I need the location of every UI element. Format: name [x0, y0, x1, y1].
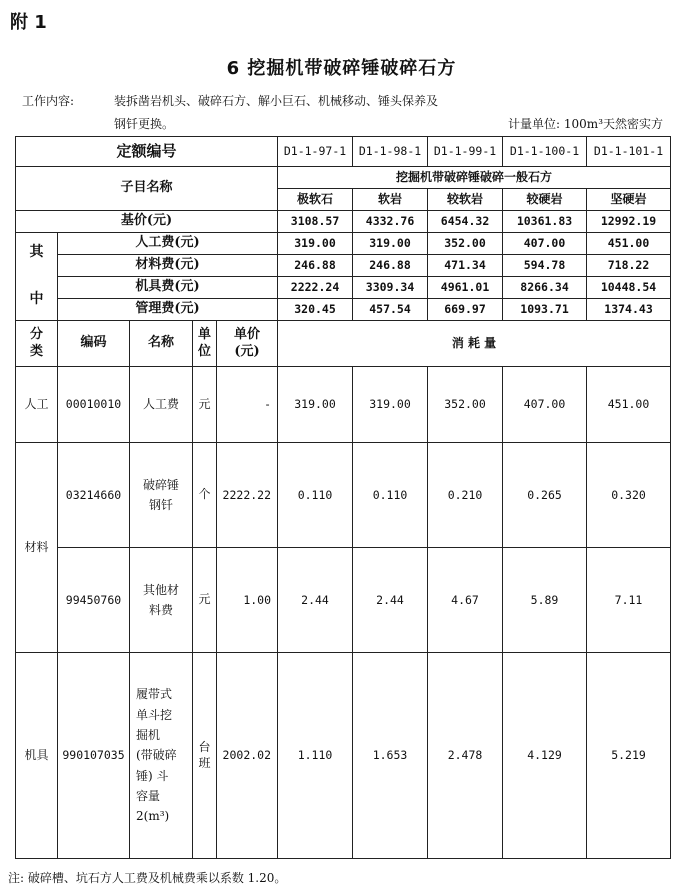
unit-cell: 个: [193, 443, 217, 548]
code-cell: 03214660: [58, 443, 130, 548]
name-line: 履带式: [136, 687, 173, 702]
base-price-row: [16, 211, 671, 233]
consumption-header: 消 耗 量: [278, 321, 671, 367]
unit-price-cell: 1.00: [217, 548, 278, 653]
cost-label: 人工费(元): [58, 233, 278, 255]
of-which-char-1: 其: [29, 243, 44, 260]
name-line: 容量: [136, 789, 161, 804]
labor-row: [16, 367, 671, 443]
cost-value: 718.22: [587, 255, 671, 277]
quota-code: D1-1-97-1: [278, 137, 353, 167]
name-cell: [130, 443, 193, 548]
cost-row: [16, 233, 671, 255]
base-price-value: 10361.83: [503, 211, 587, 233]
code-cell: 99450760: [58, 548, 130, 653]
measurement-unit: 计量单位: 100m³天然密实方: [508, 117, 663, 131]
unit-price-header-line-1: 单价: [234, 326, 261, 342]
code-cell: 00010010: [58, 367, 130, 443]
cost-value: 3309.34: [353, 277, 428, 299]
cost-value: 471.34: [428, 255, 503, 277]
subitem-name: 较软岩: [428, 189, 503, 211]
cost-value: 457.54: [353, 299, 428, 321]
name-line: 料费: [148, 603, 173, 617]
base-price-value: 6454.32: [428, 211, 503, 233]
consumption-value: 1.110: [278, 653, 353, 859]
unit-cell: 元: [193, 367, 217, 443]
name-header: 名称: [130, 321, 193, 367]
consumption-value: 5.219: [587, 653, 671, 859]
cost-label: 机具费(元): [58, 277, 278, 299]
consumption-value: 451.00: [587, 367, 671, 443]
unit-price-header: [217, 321, 278, 367]
name-cell: [130, 653, 193, 859]
group-title: 挖掘机带破碎锤破碎一般石方: [278, 167, 671, 189]
category-header: [16, 321, 58, 367]
subitem-name-label: 子目名称: [16, 167, 278, 211]
unit-price-header-line-2: (元): [234, 343, 260, 359]
unit-char-2: 班: [198, 755, 211, 770]
base-price-value: 12992.19: [587, 211, 671, 233]
subitem-name: 极软石: [278, 189, 353, 211]
page-title: 6 挖掘机带破碎锤破碎石方: [226, 58, 457, 79]
cost-value: 10448.54: [587, 277, 671, 299]
consumption-value: 0.110: [278, 443, 353, 548]
consumption-value: 7.11: [587, 548, 671, 653]
cost-row: [16, 255, 671, 277]
of-which-char-2: 中: [29, 291, 44, 308]
cost-value: 1374.43: [587, 299, 671, 321]
name-cell: [130, 548, 193, 653]
cost-value: 352.00: [428, 233, 503, 255]
quota-code-row: [16, 137, 671, 167]
quota-code: D1-1-100-1: [503, 137, 587, 167]
cost-row: [16, 277, 671, 299]
subitem-name: 软岩: [353, 189, 428, 211]
group-title-row: [16, 167, 671, 189]
consumption-value: 319.00: [278, 367, 353, 443]
cost-row: [16, 299, 671, 321]
consumption-value: 2.44: [278, 548, 353, 653]
unit-price-cell: 2002.02: [217, 653, 278, 859]
cost-label: 管理费(元): [58, 299, 278, 321]
name-line: 掘机: [136, 727, 161, 742]
name-line: 2(m³): [136, 809, 170, 824]
consumption-value: 2.44: [353, 548, 428, 653]
unit-price-cell: -: [217, 367, 278, 443]
consumption-value: 2.478: [428, 653, 503, 859]
consumption-value: 0.265: [503, 443, 587, 548]
subitem-name: 较硬岩: [503, 189, 587, 211]
unit-price-cell: 2222.22: [217, 443, 278, 548]
cost-value: 319.00: [278, 233, 353, 255]
name-line: (带破碎: [136, 748, 177, 763]
code-cell: 990107035: [58, 653, 130, 859]
of-which-label: [16, 233, 58, 321]
category-cell: 人工: [16, 367, 58, 443]
consumption-value: 0.110: [353, 443, 428, 548]
category-cell: 材料: [16, 443, 58, 653]
cost-value: 407.00: [503, 233, 587, 255]
base-price-label: 基价(元): [16, 211, 278, 233]
unit-cell: 元: [193, 548, 217, 653]
cost-value: 594.78: [503, 255, 587, 277]
subitem-name: 坚硬岩: [587, 189, 671, 211]
material-row: [16, 548, 671, 653]
material-row: [16, 443, 671, 548]
quota-code: D1-1-101-1: [587, 137, 671, 167]
category-cell: 机具: [16, 653, 58, 859]
category-header-char-2: 类: [29, 343, 43, 359]
consumption-value: 4.67: [428, 548, 503, 653]
consumption-value: 4.129: [503, 653, 587, 859]
work-content-line-1: 装拆凿岩机头、破碎石方、解小巨石、机械移动、锤头保养及: [114, 94, 439, 108]
cost-label: 材料费(元): [58, 255, 278, 277]
unit-header: [193, 321, 217, 367]
cost-value: 246.88: [278, 255, 353, 277]
category-header-char-1: 分: [29, 326, 43, 342]
quota-code: D1-1-99-1: [428, 137, 503, 167]
cost-value: 2222.24: [278, 277, 353, 299]
unit-cell: [193, 653, 217, 859]
quota-code: D1-1-98-1: [353, 137, 428, 167]
consumption-value: 352.00: [428, 367, 503, 443]
consumption-value: 0.320: [587, 443, 671, 548]
base-price-value: 3108.57: [278, 211, 353, 233]
quota-code-label: 定额编号: [16, 137, 278, 167]
name-line: 锤) 斗: [136, 768, 169, 783]
unit-char-1: 台: [198, 739, 211, 754]
cost-value: 246.88: [353, 255, 428, 277]
appendix-label: 附 1: [10, 12, 47, 33]
unit-header-char-1: 单: [197, 326, 211, 342]
consumption-value: 319.00: [353, 367, 428, 443]
machine-row: [16, 653, 671, 859]
cost-value: 669.97: [428, 299, 503, 321]
consumption-header-row: [16, 321, 671, 367]
name-cell: 人工费: [130, 367, 193, 443]
consumption-value: 0.210: [428, 443, 503, 548]
cost-value: 8266.34: [503, 277, 587, 299]
cost-value: 319.00: [353, 233, 428, 255]
name-line: 其他材: [142, 582, 179, 597]
consumption-value: 407.00: [503, 367, 587, 443]
name-line: 单斗挖: [136, 707, 173, 722]
consumption-value: 5.89: [503, 548, 587, 653]
cost-value: 4961.01: [428, 277, 503, 299]
code-header: 编码: [58, 321, 130, 367]
name-line: 钢钎: [148, 498, 173, 512]
consumption-value: 1.653: [353, 653, 428, 859]
unit-header-char-2: 位: [197, 343, 211, 359]
work-content-line-2: 钢钎更换。: [114, 117, 175, 131]
quota-table: [15, 136, 671, 859]
work-content-label: 工作内容:: [22, 94, 75, 108]
cost-value: 320.45: [278, 299, 353, 321]
base-price-value: 4332.76: [353, 211, 428, 233]
cost-value: 1093.71: [503, 299, 587, 321]
cost-value: 451.00: [587, 233, 671, 255]
footnote: 注: 破碎槽、坑石方人工费及机械费乘以系数 1.20。: [8, 871, 287, 885]
name-line: 破碎锤: [142, 477, 179, 492]
